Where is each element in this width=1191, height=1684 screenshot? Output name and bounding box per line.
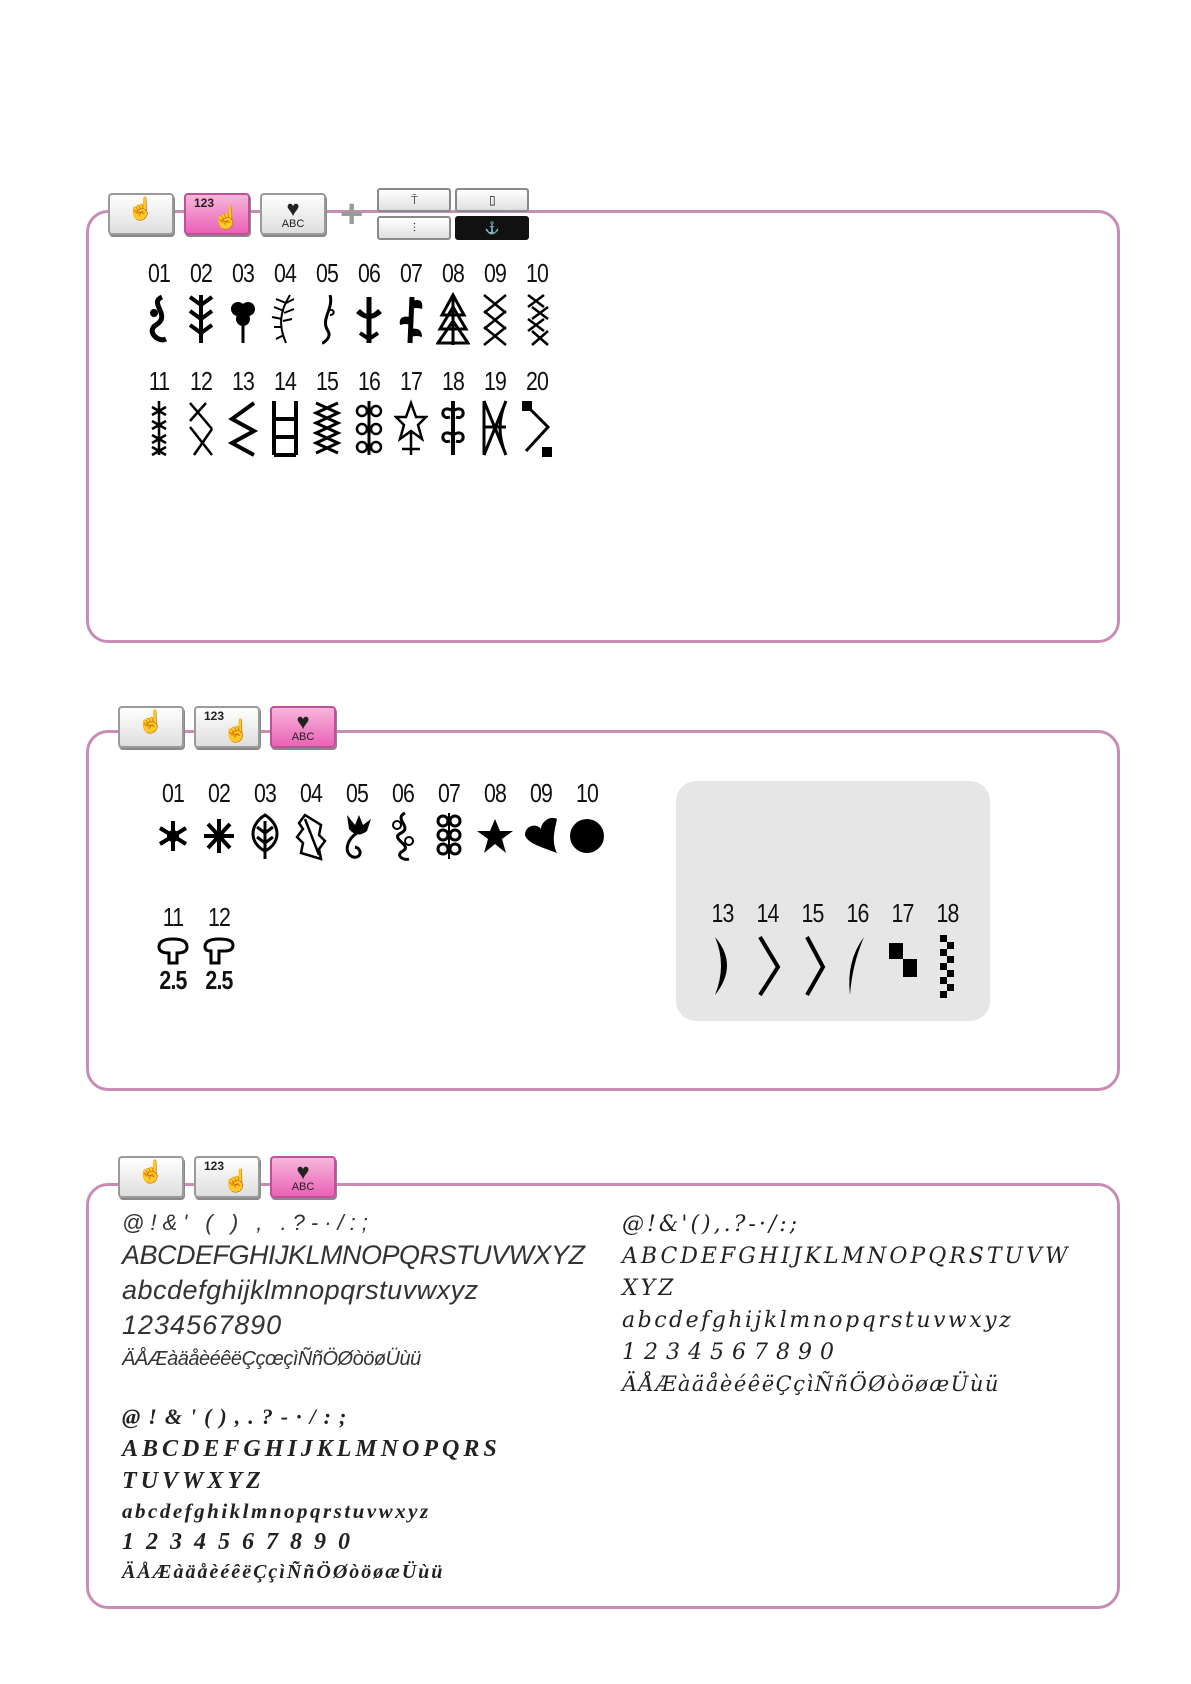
stitch-item[interactable] (516, 258, 558, 347)
stitch-number: 04 (273, 258, 297, 288)
stitch-size: 2.5 (159, 965, 187, 995)
heart-icon: ♥ (296, 1159, 310, 1184)
stitch-number: 03 (231, 258, 255, 288)
stitch-number: 14 (756, 898, 779, 928)
stitch-item[interactable] (390, 366, 432, 457)
scroll-flower-icon (380, 811, 426, 861)
stitch-item[interactable] (264, 366, 306, 457)
font-sample-digits: 1234567890 (122, 1310, 283, 1340)
tab-label: ABC (281, 218, 305, 230)
cross-stitch-icon (474, 291, 516, 347)
stitch-number: 11 (162, 902, 184, 932)
ladder-stitch-icon (264, 399, 306, 457)
stitch-number: 07 (437, 778, 461, 808)
stitch-number: 02 (189, 258, 213, 288)
fern-icon (264, 291, 306, 347)
tulip-stem-icon (348, 291, 390, 347)
stitch-number: 05 (315, 258, 339, 288)
stitch-number: 09 (483, 258, 507, 288)
stitch-item[interactable] (196, 902, 242, 996)
angle-bracket-icon (745, 931, 790, 1001)
tab-label: ABC (291, 731, 315, 743)
stitch-number: 12 (189, 366, 213, 396)
tab-utility-stitches[interactable] (118, 706, 184, 748)
font-sample-uppercase: ABCDEFGHIJKLMNOPQRSTUVW (622, 1244, 1071, 1269)
stitch-row-3 (150, 778, 610, 861)
stitch-item[interactable] (138, 258, 180, 347)
angle-bracket-icon (790, 931, 835, 1001)
tab-label: 123 (204, 709, 225, 723)
thin-vine-icon (306, 291, 348, 347)
stitch-number: 01 (161, 778, 185, 808)
zigzag-cross-icon (180, 399, 222, 457)
stitch-number: 19 (483, 366, 507, 396)
font-sample-accents: ÄÅÆàäåèéêëÇçìÑñÖØòöøæÜùü (122, 1561, 445, 1583)
tab-label: 123 (194, 196, 215, 210)
stitch-number: 13 (711, 898, 734, 928)
plus-icon: + (340, 192, 364, 236)
stitch-item[interactable] (835, 898, 880, 1001)
crescent-icon (700, 931, 745, 1001)
font-sample-uppercase: ABCDEFGHIJKLMNOPQRS (122, 1436, 501, 1462)
stitch-number: 12 (207, 902, 231, 932)
heart-icon: ♥ (296, 709, 310, 734)
tab-decorative-stitches[interactable] (270, 706, 336, 748)
snowflake-icon (150, 811, 196, 861)
tab-numbered-stitches[interactable] (184, 193, 250, 235)
tab-bar-3 (118, 1156, 336, 1198)
stitch-item[interactable] (348, 258, 390, 347)
stitch-item[interactable] (745, 898, 790, 1001)
font-sample-symbols: @!&'(),.?-·/:; (122, 1404, 355, 1429)
stitch-mode-buttons (377, 188, 529, 240)
font-sample-lowercase: abcdefghiklmnopqrstuvwxyz (122, 1499, 431, 1523)
block-font-sample[interactable] (122, 1212, 585, 1369)
stitch-number: 05 (345, 778, 369, 808)
tab-label: ABC (291, 1181, 315, 1193)
curl-vine-icon (138, 291, 180, 347)
stitch-number: 03 (253, 778, 277, 808)
tab-utility-stitches[interactable] (118, 1156, 184, 1198)
leafy-stem-icon (390, 291, 432, 347)
star-stitch-icon (390, 399, 432, 457)
stitch-row-5 (700, 898, 970, 1001)
tree-icon (432, 291, 474, 347)
stitch-item[interactable] (474, 366, 516, 457)
stitch-number: 11 (148, 366, 170, 396)
anchor-needle-icon[interactable]: ⚓ (455, 216, 529, 240)
wave-icon (835, 931, 880, 1001)
heart-icon (518, 811, 564, 861)
font-sample-lowercase: abcdefghijklmnopqrstuvwxyz (622, 1308, 1014, 1333)
stitch-item[interactable] (700, 898, 745, 1001)
stitch-number: 08 (483, 778, 507, 808)
x-dot-stitch-icon (516, 399, 558, 457)
stitch-item[interactable] (518, 778, 564, 861)
stitch-item[interactable] (474, 258, 516, 347)
stitch-row-2 (138, 366, 558, 457)
font-sample-accents: ÄÅÆàäåèéêëÇçìÑñÖØòöøæÜùü (622, 1372, 1000, 1396)
stitch-item[interactable] (150, 902, 196, 996)
stitch-number: 17 (891, 898, 914, 928)
utility-stitch-hand-icon: ☝ (127, 196, 155, 221)
dot-icon (564, 811, 610, 861)
braid-stitch-icon (306, 399, 348, 457)
tab-decorative-stitches[interactable] (270, 1156, 336, 1198)
stitch-number: 06 (357, 258, 381, 288)
stitch-item[interactable] (334, 778, 380, 861)
stitch-item[interactable] (150, 778, 196, 861)
single-needle-icon[interactable]: ⍑ (377, 188, 451, 212)
buttonhole-alt-icon (196, 935, 242, 965)
tab-numbered-stitches[interactable] (194, 1156, 260, 1198)
flower-icon (222, 291, 264, 347)
stitch-item[interactable] (180, 258, 222, 347)
stitch-item[interactable] (390, 258, 432, 347)
font-sample-accents: ÄÅÆàäåèéêëÇçœçìÑñÖØòöøÜùü (122, 1348, 421, 1370)
stitch-number: 15 (801, 898, 824, 928)
chain-loop-icon (348, 399, 390, 457)
script-font-sample[interactable] (622, 1214, 1071, 1395)
stitch-number: 10 (575, 778, 599, 808)
utility-stitch-hand-icon: ☝ (137, 709, 165, 734)
stitch-item[interactable] (380, 778, 426, 861)
stitch-item[interactable] (348, 366, 390, 457)
stitch-number: 02 (207, 778, 231, 808)
stitch-item[interactable] (196, 778, 242, 861)
tab-label: 123 (204, 1159, 225, 1173)
stitch-number: 04 (299, 778, 323, 808)
tab-numbered-stitches[interactable] (194, 706, 260, 748)
stitch-number: 13 (231, 366, 255, 396)
stitch-size: 2.5 (205, 965, 233, 995)
stitch-item[interactable] (138, 366, 180, 457)
stitch-item[interactable] (222, 258, 264, 347)
utility-stitch-hand-icon: ☝ (137, 1159, 165, 1184)
tab-bar-2 (118, 706, 336, 748)
feather-stitch-icon (138, 399, 180, 457)
stitch-number: 14 (273, 366, 297, 396)
tab-bar-1 (108, 188, 529, 240)
stitch-item[interactable] (432, 366, 474, 457)
stitch-item[interactable] (790, 898, 835, 1001)
cursive-font-sample[interactable] (122, 1406, 501, 1582)
font-sample-digits: 1234567890 (122, 1529, 362, 1555)
stitch-number: 01 (147, 258, 171, 288)
buttonhole-icon (150, 935, 196, 965)
stitch-row-4 (150, 902, 242, 996)
font-sample-uppercase-cont: XYZ (622, 1276, 677, 1301)
stitch-number: 15 (315, 366, 339, 396)
stitch-item[interactable] (306, 258, 348, 347)
stitch-item[interactable] (264, 258, 306, 347)
tab-decorative-stitches[interactable] (260, 193, 326, 235)
stitch-item[interactable] (516, 366, 558, 457)
font-sample-lowercase: abcdefghijklmnopqrstuvwxyz (122, 1275, 479, 1305)
stitch-number: 16 (846, 898, 869, 928)
font-sample-symbols: @!&'(),.?-·/:; (622, 1212, 801, 1237)
stitch-item[interactable] (925, 898, 970, 1001)
stitch-number: 08 (441, 258, 465, 288)
thistle-icon (334, 811, 380, 861)
tab-utility-stitches[interactable] (108, 193, 174, 235)
chevron-stitch-icon (222, 399, 264, 457)
stitch-item[interactable] (222, 366, 264, 457)
font-sample-symbols: @!&' ( ) , .?-·/:; (122, 1210, 374, 1235)
stitch-number: 18 (936, 898, 959, 928)
heart-icon: ♥ (286, 196, 300, 221)
leaf-branch-icon (180, 291, 222, 347)
lattice-stitch-icon (474, 399, 516, 457)
stitch-number: 10 (525, 258, 549, 288)
double-cross-stitch-icon (516, 291, 558, 347)
stitch-row-1 (138, 258, 558, 347)
stitch-item[interactable] (426, 778, 472, 861)
font-sample-digits: 1234567890 (622, 1340, 842, 1365)
stitch-number: 20 (525, 366, 549, 396)
star-icon (472, 811, 518, 861)
checker-column-icon (925, 931, 970, 1001)
stitch-number: 07 (399, 258, 423, 288)
stitch-item[interactable] (432, 258, 474, 347)
stitch-item[interactable] (180, 366, 222, 457)
scroll-stitch-icon (432, 399, 474, 457)
stitch-plate-icon[interactable]: ⫶ (377, 216, 451, 240)
presser-foot-icon[interactable]: ▯ (455, 188, 529, 212)
font-sample-uppercase: ABCDEFGHIJKLMNOPQRSTUVWXYZ (122, 1240, 585, 1270)
checker-step-icon (880, 931, 925, 1001)
stitch-number: 09 (529, 778, 553, 808)
stitch-item[interactable] (306, 366, 348, 457)
numbered-stitch-hand-icon: ☝ (222, 718, 250, 743)
stitch-item[interactable] (472, 778, 518, 861)
asterisk-icon (196, 811, 242, 861)
stitch-number: 18 (441, 366, 465, 396)
stitch-number: 16 (357, 366, 381, 396)
stitch-number: 17 (399, 366, 423, 396)
loop-knot-icon (426, 811, 472, 861)
numbered-stitch-hand-icon: ☝ (212, 205, 240, 230)
leaf-outline-icon (242, 811, 288, 861)
holly-leaf-icon (288, 811, 334, 861)
numbered-stitch-hand-icon: ☝ (222, 1168, 250, 1193)
stitch-item[interactable] (880, 898, 925, 1001)
stitch-item[interactable] (242, 778, 288, 861)
stitch-item[interactable] (288, 778, 334, 861)
stitch-number: 06 (391, 778, 415, 808)
font-sample-uppercase-cont: TUVWXYZ (122, 1468, 265, 1494)
stitch-item[interactable] (564, 778, 610, 861)
